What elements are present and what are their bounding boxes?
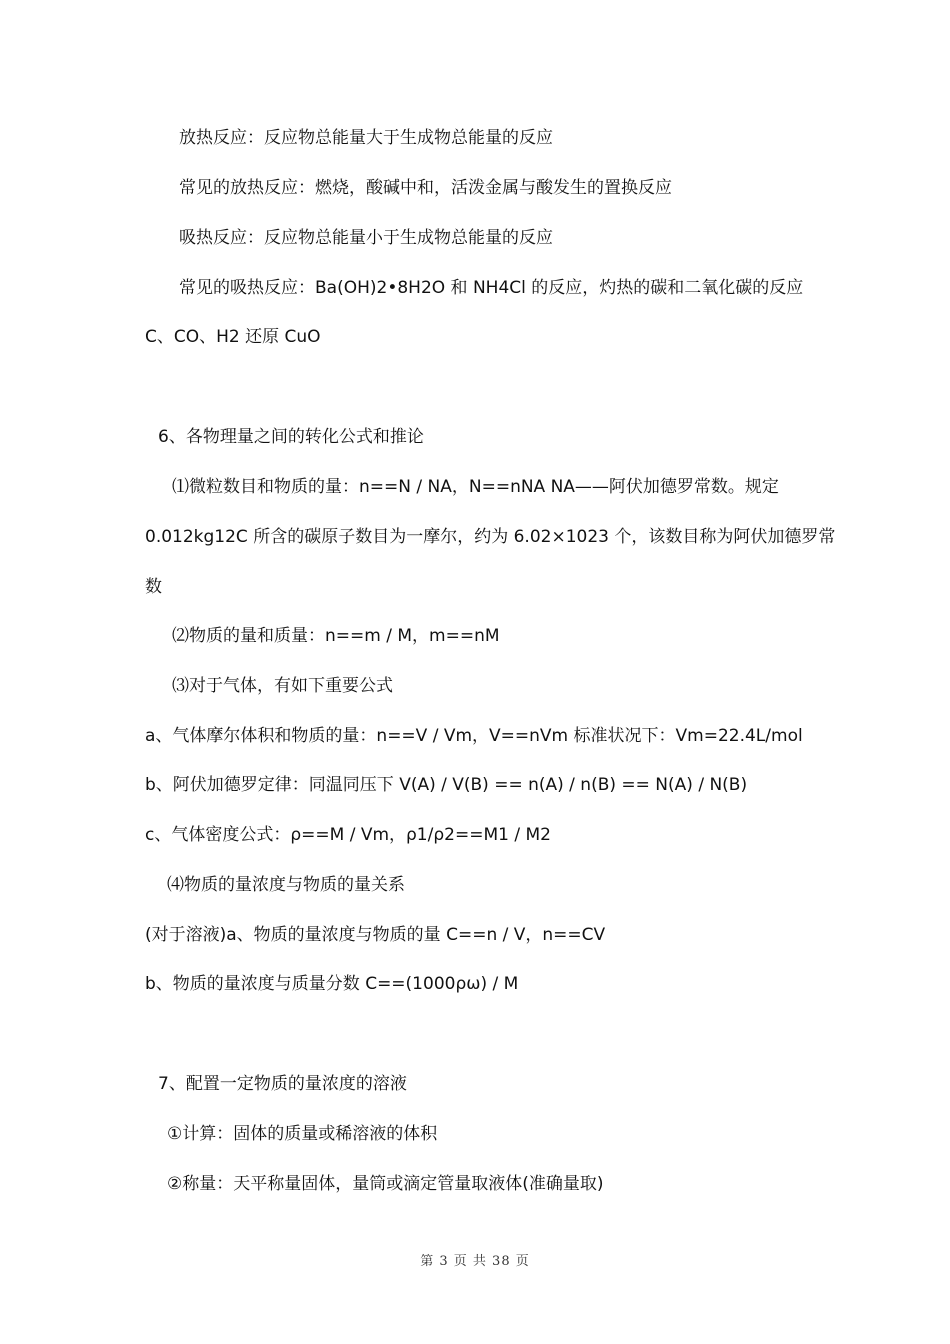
text-line-common-exothermic: 常见的放热反应：燃烧，酸碱中和，活泼金属与酸发生的置换反应: [179, 178, 672, 198]
text-line-mass-relation: ⑵物质的量和质量：n==m / M，m==nM: [172, 626, 500, 646]
text-line-step-calculate: ①计算：固体的质量或稀溶液的体积: [167, 1124, 438, 1144]
text-line-avogadro-law: b、阿伏加德罗定律：同温同压下 V(A) / V(B) == n(A) / n(B) == N(A) / N(B): [145, 775, 748, 795]
section-heading-7: 7、配置一定物质的量浓度的溶液: [158, 1074, 407, 1094]
section-heading-6: 6、各物理量之间的转化公式和推论: [158, 427, 424, 447]
text-line-mole-definition-end: 数: [145, 577, 162, 597]
text-line-endothermic-definition: 吸热反应：反应物总能量小于生成物总能量的反应: [179, 228, 553, 248]
text-line-common-endothermic: 常见的吸热反应：Ba(OH)2•8H2O 和 NH4Cl 的反应，灼热的碳和二氧化碳的反应: [179, 278, 804, 298]
text-line-concentration-amount: (对于溶液)a、物质的量浓度与物质的量 C==n / V，n==CV: [145, 925, 606, 945]
text-line-mole-definition: 0.012kg12C 所含的碳原子数目为一摩尔，约为 6.02×1023 个，该数目称为阿伏加德罗常: [145, 527, 836, 547]
text-line-particle-count: ⑴微粒数目和物质的量：n==N / NA，N==nNA NA——阿伏加德罗常数。规定: [172, 477, 779, 497]
text-line-step-weigh: ②称量：天平称量固体，量筒或滴定管量取液体(准确量取): [167, 1174, 604, 1194]
text-line-reduction-cuo: C、CO、H2 还原 CuO: [145, 327, 321, 347]
text-line-molar-volume: a、气体摩尔体积和物质的量：n==V / Vm，V==nVm 标准状况下：Vm=22.4L/mol: [145, 726, 803, 746]
text-line-concentration-intro: ⑷物质的量浓度与物质的量关系: [167, 875, 405, 895]
text-line-exothermic-definition: 放热反应：反应物总能量大于生成物总能量的反应: [179, 128, 553, 148]
text-line-gas-density: c、气体密度公式：ρ==M / Vm，ρ1/ρ2==M1 / M2: [145, 825, 551, 845]
text-line-gas-formulas-intro: ⑶对于气体，有如下重要公式: [172, 676, 393, 696]
page-number-footer: 第 3 页 共 38 页: [420, 1254, 530, 1269]
text-line-concentration-mass-fraction: b、物质的量浓度与质量分数 C==(1000ρω) / M: [145, 974, 519, 994]
